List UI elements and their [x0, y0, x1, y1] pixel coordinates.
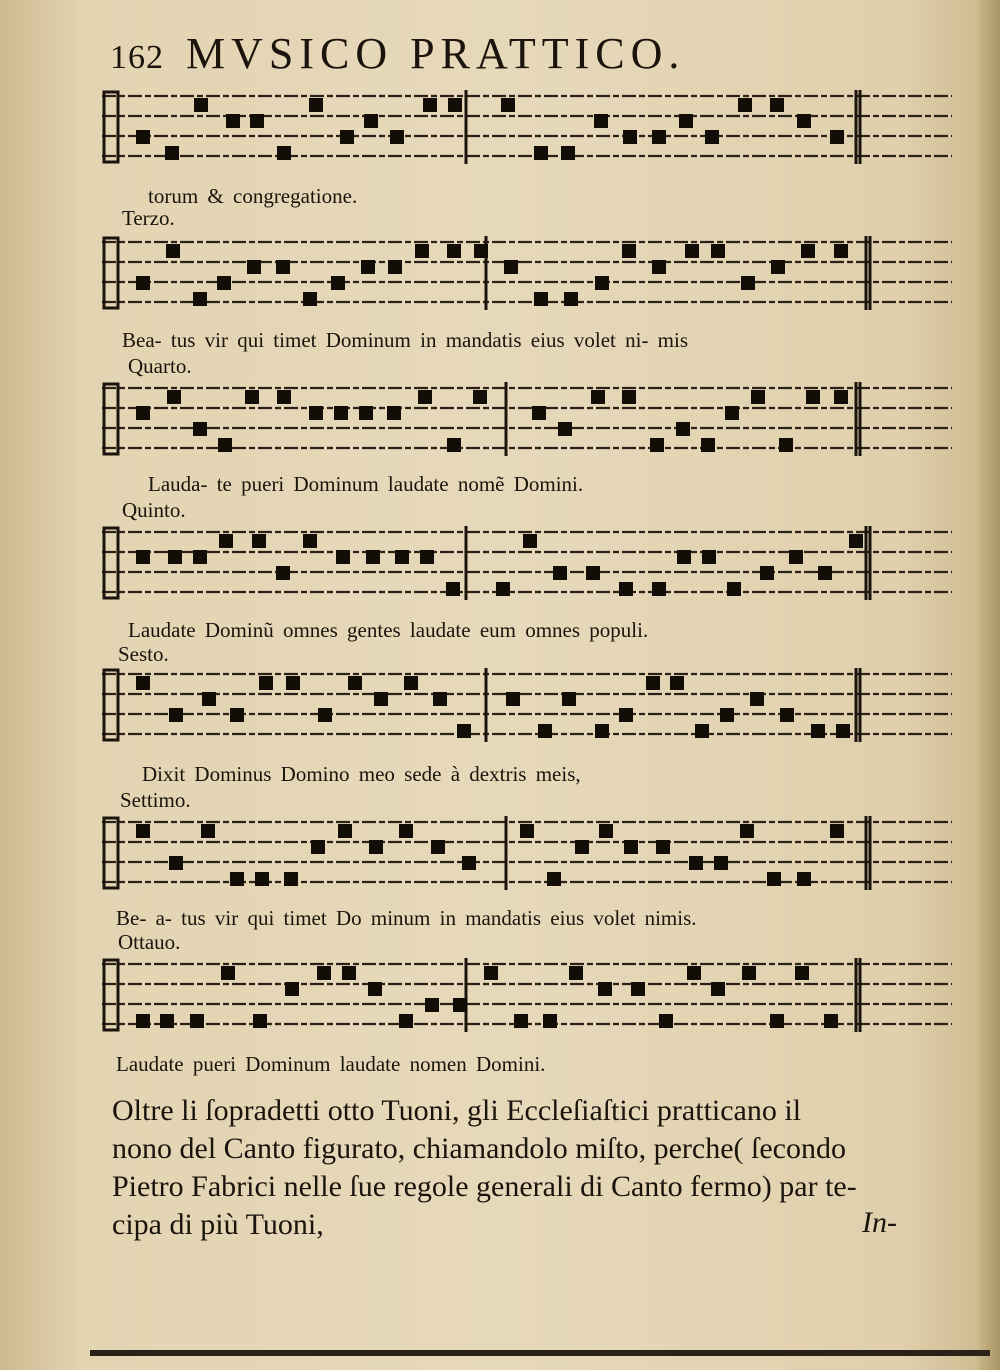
neume-note	[725, 406, 739, 420]
neume-note	[650, 438, 664, 452]
neume-note	[727, 582, 741, 596]
neume-note	[369, 840, 383, 854]
neume-note	[504, 260, 518, 274]
neume-note	[136, 824, 150, 838]
neume-note	[431, 840, 445, 854]
neume-note	[331, 276, 345, 290]
neume-note	[619, 708, 633, 722]
lyric-settimo: Be- a- tus vir qui timet Do minum in mandatis eius volet nimis.	[116, 906, 697, 930]
neume-note	[830, 130, 844, 144]
neume-note	[448, 98, 462, 112]
neume-note	[342, 966, 356, 980]
neume-note	[473, 390, 487, 404]
neume-note	[226, 114, 240, 128]
neume-note	[695, 724, 709, 738]
neume-note	[284, 872, 298, 886]
label-quarto: Quarto.	[128, 354, 192, 378]
neume-note	[679, 114, 693, 128]
paragraph-line: Oltre li ſopradetti otto Tuoni, gli Eccleſiaſtici pratticano il	[112, 1094, 802, 1127]
neume-note	[167, 390, 181, 404]
neume-note	[818, 566, 832, 580]
neume-note	[624, 840, 638, 854]
neume-note	[286, 676, 300, 690]
neume-note	[390, 130, 404, 144]
neume-note	[317, 966, 331, 980]
neume-note	[136, 406, 150, 420]
neume-note	[404, 676, 418, 690]
lyric-secondo-end: torum & congregatione.	[148, 184, 358, 208]
neume-note	[659, 1014, 673, 1028]
neume-note	[652, 260, 666, 274]
neume-note	[303, 292, 317, 306]
neume-note	[824, 1014, 838, 1028]
neume-note	[750, 692, 764, 706]
neume-note	[806, 390, 820, 404]
neume-note	[193, 292, 207, 306]
neume-note	[811, 724, 825, 738]
neume-note	[797, 872, 811, 886]
neume-note	[594, 114, 608, 128]
neume-note	[711, 244, 725, 258]
neume-note	[395, 550, 409, 564]
neume-note	[801, 244, 815, 258]
neume-note	[433, 692, 447, 706]
neume-note	[779, 438, 793, 452]
lyric-quarto: Lauda- te pueri Dominum laudate nomẽ Domini.	[148, 472, 584, 496]
label-quinto: Quinto.	[122, 498, 186, 522]
neume-note	[523, 534, 537, 548]
neume-note	[595, 276, 609, 290]
neume-note	[169, 708, 183, 722]
neume-note	[623, 130, 637, 144]
neume-note	[561, 146, 575, 160]
neume-note	[447, 244, 461, 258]
neume-note	[685, 244, 699, 258]
neume-note	[446, 582, 460, 596]
neume-note	[453, 998, 467, 1012]
neume-note	[309, 98, 323, 112]
neume-note	[361, 260, 375, 274]
neume-note	[334, 406, 348, 420]
neume-note	[387, 406, 401, 420]
neume-note	[538, 724, 552, 738]
neume-note	[368, 982, 382, 996]
music-staff	[96, 954, 956, 1044]
catchword: In-	[862, 1206, 897, 1239]
neume-note	[364, 114, 378, 128]
neume-note	[836, 724, 850, 738]
neume-note	[425, 998, 439, 1012]
neume-note	[705, 130, 719, 144]
neume-note	[423, 98, 437, 112]
clef-symbol	[104, 528, 118, 598]
page-number: 162	[110, 39, 164, 76]
running-title: MVSICO PRATTICO.	[186, 29, 686, 78]
lyric-ottauo: Laudate pueri Dominum laudate nomen Domini.	[116, 1052, 546, 1076]
neume-note	[399, 824, 413, 838]
paragraph-line: cipa di più Tuoni,	[112, 1208, 324, 1241]
music-staff	[96, 812, 956, 902]
neume-note	[276, 566, 290, 580]
neume-note	[595, 724, 609, 738]
neume-note	[318, 708, 332, 722]
page-bottom-rule	[90, 1350, 990, 1356]
neume-note	[795, 966, 809, 980]
neume-note	[253, 1014, 267, 1028]
neume-note	[751, 390, 765, 404]
neume-note	[388, 260, 402, 274]
neume-note	[771, 260, 785, 274]
neume-note	[219, 534, 233, 548]
neume-note	[501, 98, 515, 112]
staff-sesto	[96, 664, 956, 754]
neume-note	[849, 534, 863, 548]
neume-note	[160, 1014, 174, 1028]
neume-note	[543, 1014, 557, 1028]
music-staff	[96, 378, 956, 468]
neume-note	[230, 708, 244, 722]
neume-note	[619, 582, 633, 596]
neume-note	[168, 550, 182, 564]
neume-note	[701, 438, 715, 452]
body-paragraph	[112, 1092, 962, 1244]
neume-note	[622, 244, 636, 258]
clef-symbol	[104, 818, 118, 888]
neume-note	[564, 292, 578, 306]
neume-note	[575, 840, 589, 854]
neume-note	[415, 244, 429, 258]
neume-note	[520, 824, 534, 838]
neume-note	[285, 982, 299, 996]
neume-note	[309, 406, 323, 420]
neume-note	[366, 550, 380, 564]
lyric-sesto: Dixit Dominus Domino meo sede à dextris meis,	[142, 762, 581, 786]
neume-note	[277, 146, 291, 160]
lyric-quinto: Laudate Dominũ omnes gentes laudate eum omnes populi.	[128, 618, 649, 642]
neume-note	[247, 260, 261, 274]
neume-note	[652, 130, 666, 144]
neume-note	[670, 676, 684, 690]
neume-note	[532, 406, 546, 420]
neume-note	[586, 566, 600, 580]
neume-note	[303, 534, 317, 548]
neume-note	[569, 966, 583, 980]
neume-note	[702, 550, 716, 564]
neume-note	[534, 146, 548, 160]
neume-note	[259, 676, 273, 690]
clef-symbol	[104, 384, 118, 454]
neume-note	[834, 390, 848, 404]
neume-note	[336, 550, 350, 564]
neume-note	[136, 130, 150, 144]
paragraph-line: nono del Canto figurato, chiamandolo miſto, perche( ſecondo	[112, 1132, 846, 1165]
neume-note	[230, 872, 244, 886]
neume-note	[687, 966, 701, 980]
neume-note	[252, 534, 266, 548]
staff-secondo-end	[96, 86, 956, 176]
neume-note	[646, 676, 660, 690]
neume-note	[742, 966, 756, 980]
neume-note	[245, 390, 259, 404]
neume-note	[770, 98, 784, 112]
label-sesto: Sesto.	[118, 642, 169, 666]
staff-ottauo	[96, 954, 956, 1044]
neume-note	[547, 872, 561, 886]
neume-note	[484, 966, 498, 980]
neume-note	[767, 872, 781, 886]
music-staff	[96, 232, 956, 322]
neume-note	[136, 676, 150, 690]
neume-note	[591, 390, 605, 404]
neume-note	[711, 982, 725, 996]
neume-note	[558, 422, 572, 436]
neume-note	[218, 438, 232, 452]
neume-note	[677, 550, 691, 564]
neume-note	[348, 676, 362, 690]
label-ottauo: Ottauo.	[118, 930, 181, 954]
neume-note	[656, 840, 670, 854]
neume-note	[770, 1014, 784, 1028]
neume-note	[797, 114, 811, 128]
neume-note	[202, 692, 216, 706]
neume-note	[714, 856, 728, 870]
neume-note	[340, 130, 354, 144]
neume-note	[194, 98, 208, 112]
neume-note	[720, 708, 734, 722]
neume-note	[193, 422, 207, 436]
neume-note	[652, 582, 666, 596]
neume-note	[506, 692, 520, 706]
neume-note	[834, 244, 848, 258]
music-staff	[96, 664, 956, 754]
neume-note	[221, 966, 235, 980]
neume-note	[136, 276, 150, 290]
neume-note	[447, 438, 461, 452]
neume-note	[250, 114, 264, 128]
neume-note	[136, 1014, 150, 1028]
neume-note	[359, 406, 373, 420]
neume-note	[740, 824, 754, 838]
neume-note	[789, 550, 803, 564]
neume-note	[738, 98, 752, 112]
label-terzo: Terzo.	[122, 206, 175, 230]
page-edge	[978, 0, 1000, 1370]
neume-note	[277, 390, 291, 404]
clef-symbol	[104, 238, 118, 308]
neume-note	[420, 550, 434, 564]
neume-note	[255, 872, 269, 886]
neume-note	[136, 550, 150, 564]
neume-note	[534, 292, 548, 306]
neume-note	[741, 276, 755, 290]
neume-note	[190, 1014, 204, 1028]
lyric-terzo: Bea- tus vir qui timet Dominum in mandatis eius volet ni- mis	[122, 328, 689, 352]
neume-note	[562, 692, 576, 706]
neume-note	[311, 840, 325, 854]
clef-symbol	[104, 960, 118, 1030]
staff-settimo	[96, 812, 956, 902]
clef-symbol	[104, 670, 118, 740]
neume-note	[193, 550, 207, 564]
neume-note	[399, 1014, 413, 1028]
neume-note	[338, 824, 352, 838]
neume-note	[830, 824, 844, 838]
neume-note	[760, 566, 774, 580]
staff-quarto	[96, 378, 956, 468]
neume-note	[374, 692, 388, 706]
running-header	[110, 28, 870, 84]
clef-symbol	[104, 92, 118, 162]
neume-note	[166, 244, 180, 258]
neume-note	[165, 146, 179, 160]
neume-note	[169, 856, 183, 870]
neume-note	[598, 982, 612, 996]
neume-note	[217, 276, 231, 290]
neume-note	[418, 390, 432, 404]
music-staff	[96, 86, 956, 176]
neume-note	[631, 982, 645, 996]
neume-note	[201, 824, 215, 838]
label-settimo: Settimo.	[120, 788, 191, 812]
neume-note	[689, 856, 703, 870]
neume-note	[276, 260, 290, 274]
staff-terzo	[96, 232, 956, 322]
neume-note	[457, 724, 471, 738]
neume-note	[553, 566, 567, 580]
neume-note	[780, 708, 794, 722]
neume-note	[514, 1014, 528, 1028]
neume-note	[599, 824, 613, 838]
neume-note	[474, 244, 488, 258]
music-staff	[96, 522, 956, 612]
neume-note	[496, 582, 510, 596]
neume-note	[676, 422, 690, 436]
neume-note	[622, 390, 636, 404]
staff-quinto	[96, 522, 956, 612]
paragraph-line: Pietro Fabrici nelle ſue regole generali di Canto fermo) par te-	[112, 1170, 857, 1203]
neume-note	[462, 856, 476, 870]
